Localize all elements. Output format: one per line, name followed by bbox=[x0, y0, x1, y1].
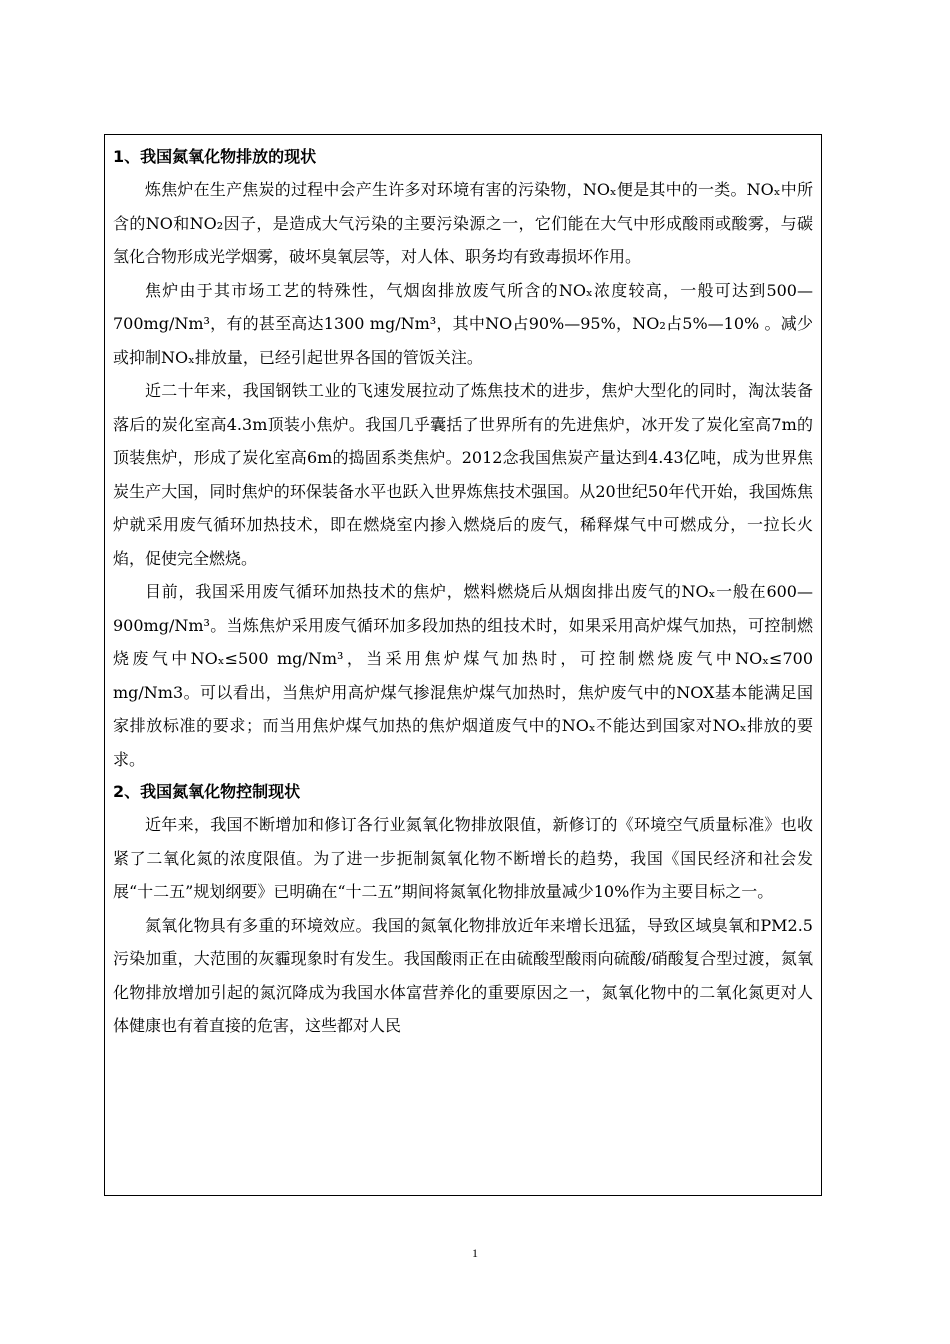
paragraph: 近年来，我国不断增加和修订各行业氮氧化物排放限值，新修订的《环境空气质量标准》也收紧了二氧化氮的浓度限值。为了进一步扼制氮氧化物不断增长的趋势，我国《国民经济和社会发展“十二五”规划纲要》已明确在“十二五”期间将氮氧化物排放量减少10%作为主要目标之一。 bbox=[113, 815, 813, 901]
content-frame bbox=[104, 134, 822, 1196]
paragraph: 焦炉由于其市场工艺的特殊性，气烟囱排放废气所含的NOₓ浓度较高，一般可达到500—700mg/Nm³，有的甚至高达1300 mg/Nm³，其中NO占90%—95%，NO₂占5%—10% 。减少或抑制NOₓ排放量，已经引起世界各国的管饭关注。 bbox=[113, 280, 813, 367]
section-heading: 2、我国氮氧化物控制现状 bbox=[113, 782, 301, 801]
paragraph: 炼焦炉在生产焦炭的过程中会产生许多对环境有害的污染物，NOₓ便是其中的一类。NOₓ中所含的NO和NO₂因子，是造成大气污染的主要污染源之一，它们能在大气中形成酸雨或酸雾，与碳氢化合物形成光学烟雾，破坏臭氧层等，对人体、职务均有致毒损坏作用。 bbox=[113, 180, 813, 266]
page-number: 1 bbox=[472, 1246, 478, 1260]
paragraph: 近二十年来，我国钢铁工业的飞速发展拉动了炼焦技术的进步，焦炉大型化的同时，淘汰装备落后的炭化室高4.3m顶装小焦炉。我国几乎囊括了世界所有的先进焦炉，冰开发了炭化室高7m的顶装焦炉，形成了炭化室高6m的捣固系类焦炉。2012念我国焦炭产量达到4.43亿吨，成为世界焦炭生产大国，同时焦炉的环保装备水平也跃入世界炼焦技术强国。从20世纪50年代开始，我国炼焦炉就采用废气循环加热技术，即在燃烧室内掺入燃烧后的废气，稀释煤气中可燃成分，一拉长火焰，促使完全燃烧。 bbox=[113, 381, 813, 568]
paragraph: 氮氧化物具有多重的环境效应。我国的氮氧化物排放近年来增长迅猛，导致区域臭氧和PM2.5污染加重，大范围的灰霾现象时有发生。我国酸雨正在由硫酸型酸雨向硫酸/硝酸复合型过渡，氮氧化物排放增加引起的氮沉降成为我国水体富营养化的重要原因之一，氮氧化物中的二氧化氮更对人体健康也有着直接的危害，这些都对人民 bbox=[113, 915, 813, 1035]
paragraph: 目前，我国采用废气循环加热技术的焦炉，燃料燃烧后从烟囱排出废气的NOₓ一般在600—900mg/Nm³。当炼焦炉采用废气循环加多段加热的组技术时，如果采用高炉煤气加热，可控制燃烧废气中NOₓ≤500 mg/Nm³，当采用焦炉煤气加热时，可控制燃烧废气中NOₓ≤700 mg/Nm3。可以看出，当焦炉用高炉煤气掺混焦炉煤气加热时，焦炉废气中的NOX基本能满足国家排放标准的要求；而当用焦炉煤气加热的焦炉烟道废气中的NOₓ不能达到国家对NOₓ排放的要求。 bbox=[113, 582, 813, 769]
section-heading: 1、我国氮氧化物排放的现状 bbox=[113, 147, 317, 166]
